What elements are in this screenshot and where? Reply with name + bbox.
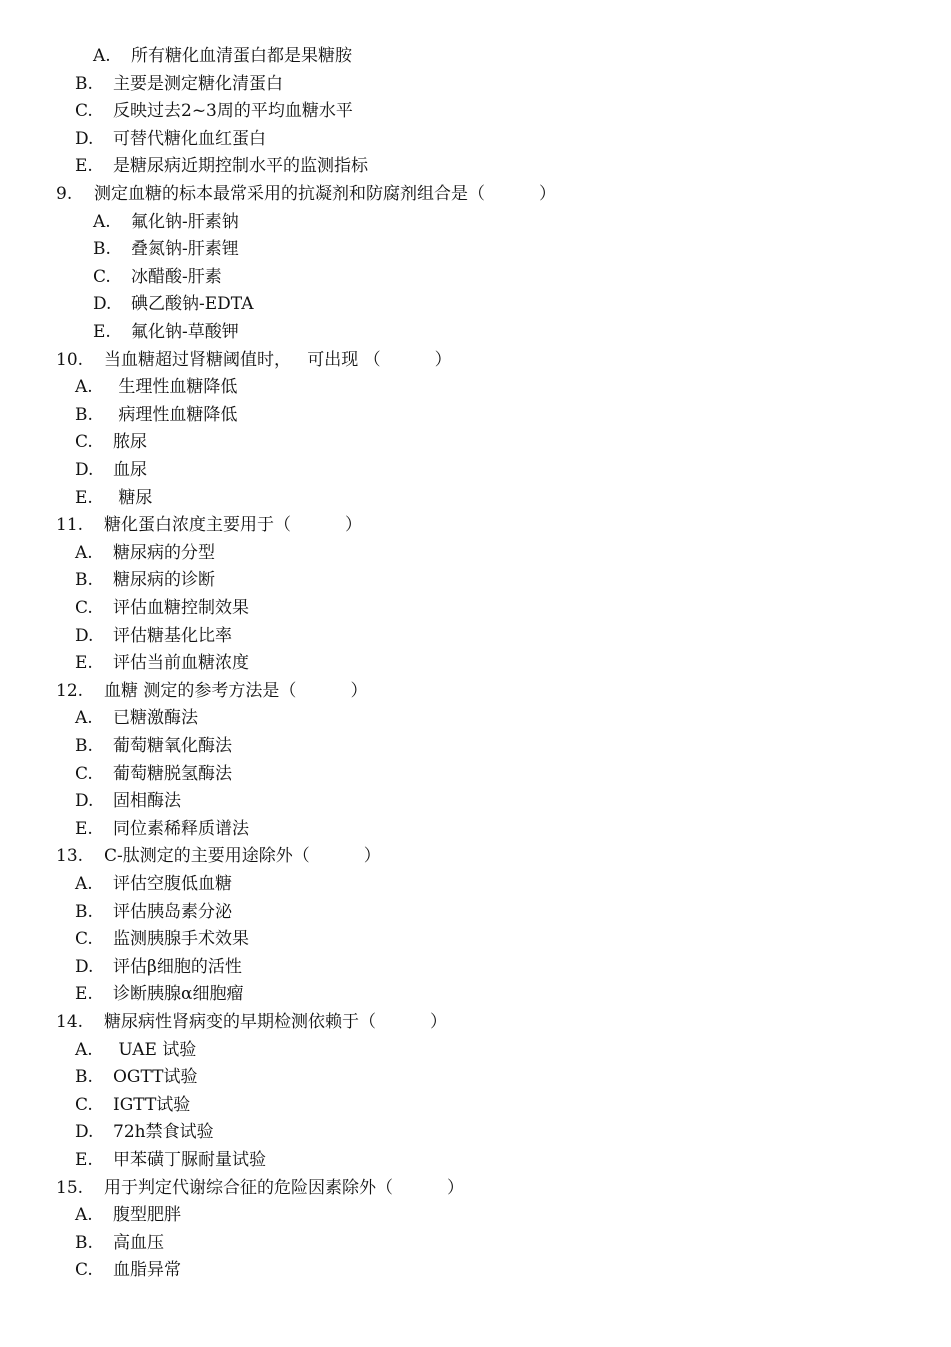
option-text: 监测胰腺手术效果 (113, 929, 249, 950)
option-label: D. (75, 791, 94, 812)
question-text: 当血糖超过肾糖阈值时， 可出现 （ ） (104, 349, 452, 370)
answer-option (75, 650, 249, 677)
option-label: B. (75, 1067, 93, 1088)
question-stem (56, 843, 381, 870)
question-stem (56, 512, 362, 539)
option-label: A. (93, 46, 111, 66)
option-text: 主要是测定糖化清蛋白 (113, 73, 283, 94)
option-text: 是糖尿病近期控制水平的监测指标 (113, 156, 368, 177)
option-text: 氟化钠-草酸钾 (131, 322, 239, 342)
answer-option (75, 71, 283, 98)
option-label: D. (75, 625, 94, 646)
option-text: 72h禁食试验 (113, 1122, 214, 1143)
answer-option (75, 1257, 181, 1284)
option-label: A. (75, 1039, 93, 1060)
option-text: 甲苯磺丁脲耐量试验 (113, 1150, 266, 1170)
option-label: B. (75, 1232, 93, 1253)
question-text: 用于判定代谢综合征的危险因素除外（ ） (104, 1177, 465, 1198)
option-text: 评估糖基化比率 (113, 625, 232, 646)
answer-option (75, 1092, 190, 1119)
answer-option (93, 264, 222, 291)
answer-option (93, 319, 239, 346)
option-text: 可替代糖化血红蛋白 (113, 128, 266, 149)
option-text: OGTT试验 (113, 1067, 198, 1088)
question-stem (56, 678, 367, 705)
option-label: E. (75, 487, 93, 508)
option-label: B. (75, 404, 93, 425)
question-stem (56, 181, 556, 208)
option-text: 同位素稀释质谱法 (113, 818, 249, 839)
answer-option (75, 567, 215, 594)
answer-option (75, 1119, 214, 1146)
answer-option (75, 816, 249, 843)
answer-option (75, 733, 232, 760)
option-label: B. (75, 736, 93, 756)
answer-option (75, 899, 232, 926)
answer-option (75, 1230, 164, 1257)
option-label: D. (75, 460, 94, 480)
answer-option (75, 1147, 266, 1174)
question-text: 糖尿病性肾病变的早期检测依赖于（ ） (104, 1012, 448, 1032)
option-label: B. (75, 73, 93, 94)
option-text: 病理性血糖降低 (113, 404, 238, 425)
answer-option (75, 1064, 198, 1091)
answer-option (75, 705, 198, 732)
option-label: B. (93, 239, 111, 260)
option-text: IGTT试验 (113, 1094, 191, 1115)
option-label: E. (75, 156, 93, 177)
answer-option (75, 1037, 196, 1064)
answer-option (75, 623, 232, 650)
option-text: 固相酶法 (113, 791, 181, 812)
option-text: 氟化钠-肝素钠 (131, 211, 239, 232)
option-label: A. (75, 542, 93, 563)
option-label: B. (75, 901, 93, 922)
question-number: 9. (56, 184, 73, 204)
option-label: D. (75, 956, 94, 977)
option-text: 所有糖化血清蛋白都是果糖胺 (131, 46, 352, 66)
answer-option (75, 540, 215, 567)
option-text: 叠氮钠-肝素锂 (131, 239, 239, 260)
question-stem (56, 1009, 447, 1036)
option-text: 评估空腹低血糖 (113, 874, 232, 894)
option-text: 评估当前血糖浓度 (113, 653, 249, 674)
option-label: E. (75, 818, 93, 839)
question-stem (56, 347, 452, 374)
option-text: 反映过去2~3周的平均血糖水平 (113, 101, 353, 122)
answer-option (93, 291, 253, 318)
option-label: A. (93, 211, 111, 232)
option-label: D. (75, 128, 94, 149)
option-text: 生理性血糖降低 (113, 377, 238, 398)
question-number: 15. (56, 1177, 84, 1198)
answer-option (75, 871, 232, 898)
answer-option (75, 457, 147, 484)
option-text: 高血压 (113, 1232, 164, 1253)
option-text: 评估血糖控制效果 (113, 598, 249, 618)
option-text: 血脂异常 (113, 1260, 181, 1281)
question-text: 血糖 测定的参考方法是（ ） (104, 680, 368, 701)
option-text: 冰醋酸-肝素 (131, 266, 222, 287)
answer-option (75, 595, 249, 622)
answer-option (75, 981, 243, 1008)
answer-option (75, 374, 237, 401)
option-label: B. (75, 570, 93, 591)
question-text: 糖化蛋白浓度主要用于（ ） (104, 515, 363, 536)
option-label: E. (75, 984, 93, 1005)
option-label: A. (75, 874, 93, 894)
answer-option (75, 926, 249, 953)
option-text: 评估胰岛素分泌 (113, 901, 232, 922)
question-text: C-肽测定的主要用途除外（ ） (104, 846, 381, 867)
option-label: C. (93, 266, 111, 287)
answer-option (93, 236, 239, 263)
option-text: 已糖激酶法 (113, 708, 198, 729)
question-number: 12. (56, 680, 84, 701)
option-label: A. (75, 708, 93, 729)
option-label: D. (93, 294, 112, 315)
answer-option (75, 429, 147, 456)
question-number: 11. (56, 515, 84, 536)
answer-option (75, 954, 242, 981)
option-label: E. (93, 322, 111, 342)
answer-option (75, 126, 266, 153)
question-stem (56, 1175, 464, 1202)
answer-option (75, 1202, 181, 1229)
option-text: 碘乙酸钠-EDTA (131, 294, 254, 315)
answer-option (93, 43, 352, 70)
option-text: 糖尿病的诊断 (113, 570, 215, 591)
option-label: C. (75, 1260, 93, 1281)
option-text: 血尿 (113, 460, 147, 480)
option-label: A. (75, 377, 93, 398)
option-label: E. (75, 1150, 93, 1170)
option-text: 糖尿病的分型 (113, 542, 215, 563)
answer-option (75, 761, 232, 788)
option-label: C. (75, 1094, 93, 1115)
option-text: 评估β细胞的活性 (113, 956, 242, 977)
question-number: 10. (56, 349, 84, 370)
answer-option (75, 153, 368, 180)
question-text: 测定血糖的标本最常采用的抗凝剂和防腐剂组合是（ ） (94, 184, 557, 204)
question-number: 13. (56, 846, 84, 867)
option-text: 糖尿 (113, 487, 153, 508)
answer-option (75, 402, 237, 429)
answer-option (93, 209, 239, 236)
answer-option (75, 98, 353, 125)
option-label: C. (75, 598, 93, 618)
option-text: 葡萄糖氧化酶法 (113, 736, 232, 756)
option-label: A. (75, 1205, 93, 1226)
option-label: E. (75, 653, 93, 674)
option-label: C. (75, 101, 93, 122)
option-label: C. (75, 763, 93, 784)
option-text: 脓尿 (113, 432, 147, 453)
option-label: D. (75, 1122, 94, 1143)
answer-option (75, 485, 152, 512)
option-label: C. (75, 432, 93, 453)
option-text: 腹型肥胖 (113, 1205, 181, 1226)
option-label: C. (75, 929, 93, 950)
option-text: 诊断胰腺α细胞瘤 (113, 984, 244, 1005)
answer-option (75, 788, 181, 815)
question-number: 14. (56, 1012, 84, 1032)
option-text: 葡萄糖脱氢酶法 (113, 763, 232, 784)
option-text: UAE 试验 (113, 1039, 197, 1060)
